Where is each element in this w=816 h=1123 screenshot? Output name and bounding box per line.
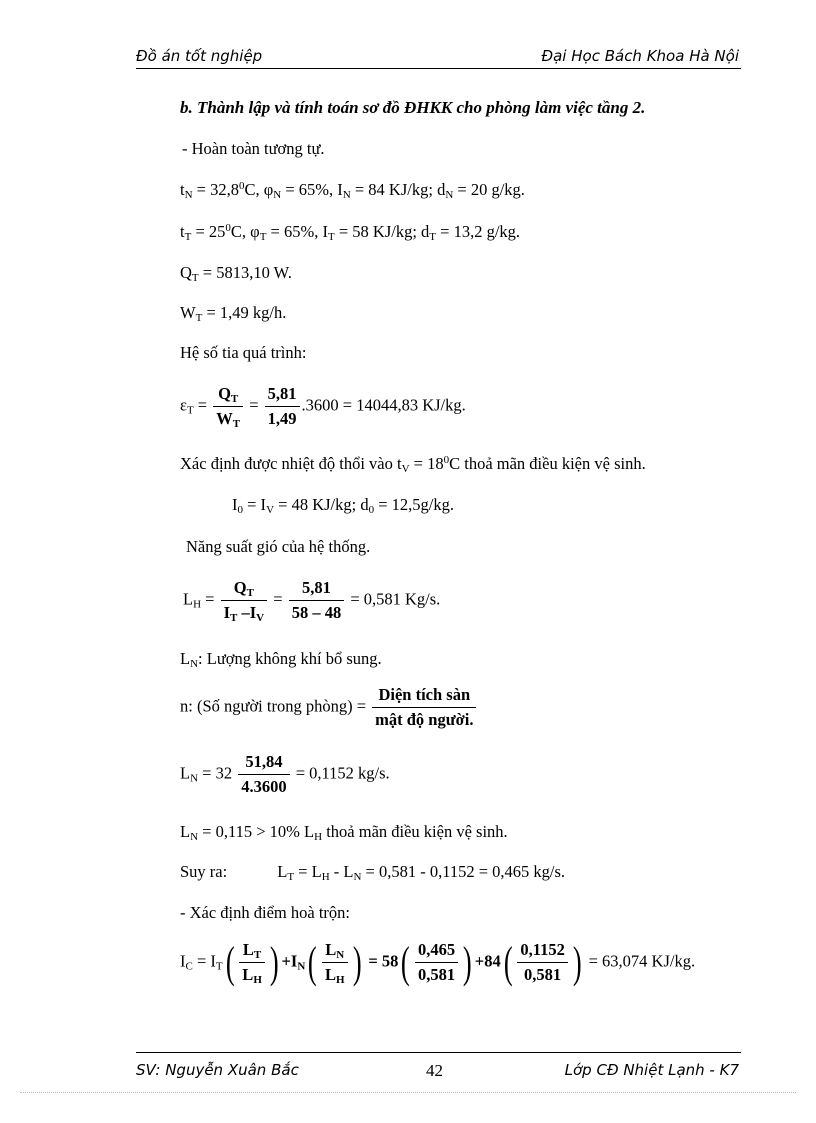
fraction-ln: $\frac{51,84}{4.3600}$ bbox=[238, 752, 289, 797]
nang-suat-label: Năng suất gió của hệ thống. bbox=[186, 537, 371, 556]
heat-load-line: $Q_T = 5813,10$ W. bbox=[180, 263, 292, 284]
footer-class: Lớp CĐ Nhiệt Lạnh - K7 bbox=[564, 1061, 739, 1079]
outdoor-conditions: $t_N = 32,8^0C$, $\varphi_N = 65\%$, $I_N = 84$ KJ/kg; $d_N = 20$ g/kg. bbox=[180, 180, 525, 201]
header-left: Đồ án tốt nghiệp bbox=[136, 47, 263, 65]
ln-check: $L_N = 0,115 > 10\%$ $L_H$ thoả mãn điều kiện vệ sinh. bbox=[180, 822, 508, 843]
moisture-load-line: $W_T = 1,49$ kg/h. bbox=[180, 303, 287, 324]
ic-formula: $I_C = I_T$( $\frac{L_T}{L_H}$ ) $+I_N$( $\frac{L_N}{L_H}$ ) = 58( $\frac{0,465}{0,581}$ ) +84( $\frac{0,1152}{0,581}$ ) = 63,074 KJ/kg. bbox=[180, 937, 696, 987]
ln-label: $L_N$: Lượng không khí bổ sung. bbox=[180, 649, 382, 670]
n-formula: n: (Số người trong phòng) = $\frac{\text{Diện tích sàn}}{\text{mật độ người.}}$ bbox=[180, 685, 478, 730]
he-so-label: Hệ số tia quá trình: bbox=[180, 343, 307, 362]
section-title: b. Thành lập và tính toán sơ đồ ĐHKK cho phòng làm việc tầng 2. bbox=[180, 98, 646, 117]
epsilon-formula: $\varepsilon_T$ = $\frac{Q_T}{W_T}$ = $\frac{5,81}{1,49}$ .3600 = 14044,83 KJ/kg. bbox=[180, 384, 466, 430]
footer-author: SV: Nguyễn Xuân Bắc bbox=[136, 1061, 299, 1079]
ln-calc: $L_N = 32$ $\frac{51,84}{4.3600}$ = 0,1152 kg/s. bbox=[180, 752, 390, 796]
line-same: - Hoàn toàn tương tự. bbox=[182, 139, 325, 158]
page-number: 42 bbox=[426, 1061, 443, 1080]
lh-formula: $L_H$ = $\frac{Q_T}{I_T -I_V}$ = $\frac{5,81}{58 - 48}$ = 0,581 Kg/s. bbox=[183, 578, 441, 624]
page-header bbox=[136, 46, 741, 69]
supply-temp-line: Xác định được nhiệt độ thổi vào $t_V = 18^0C$ thoả mãn điều kiện vệ sinh. bbox=[180, 454, 646, 475]
header-right: Đại Học Bách Khoa Hà Nội bbox=[541, 47, 739, 65]
mix-label: - Xác định điểm hoà trộn: bbox=[180, 903, 350, 922]
suy-ra-line: Suy ra: $L_T = L_H - L_N = 0,581 - 0,1152 = 0,465$ kg/s. bbox=[180, 862, 566, 883]
i0-line: $I_0 = I_V = 48$ KJ/kg; $d_0 = 12,5g/kg$. bbox=[232, 495, 454, 516]
page-footer bbox=[136, 1052, 741, 1080]
fraction-q-w: $\frac{Q_T}{W_T}$ bbox=[213, 384, 243, 429]
fraction-values: $\frac{5,81}{1,49}$ bbox=[265, 384, 300, 429]
indoor-conditions: $t_T = 25^0C$, $\varphi_T = 65\%$, $I_T = 58$ KJ/kg; $d_T = 13,2$ g/kg. bbox=[180, 222, 521, 243]
fraction-lh-symbolic: $\frac{Q_T}{I_T -I_V}$ bbox=[221, 578, 268, 623]
fraction-lh-values: $\frac{5,81}{58 - 48}$ bbox=[289, 578, 345, 623]
fraction-area-density: $\frac{\text{Diện tích sàn}}{\text{mật độ người.}}$ bbox=[372, 685, 476, 730]
page-bottom-divider bbox=[20, 1092, 796, 1093]
